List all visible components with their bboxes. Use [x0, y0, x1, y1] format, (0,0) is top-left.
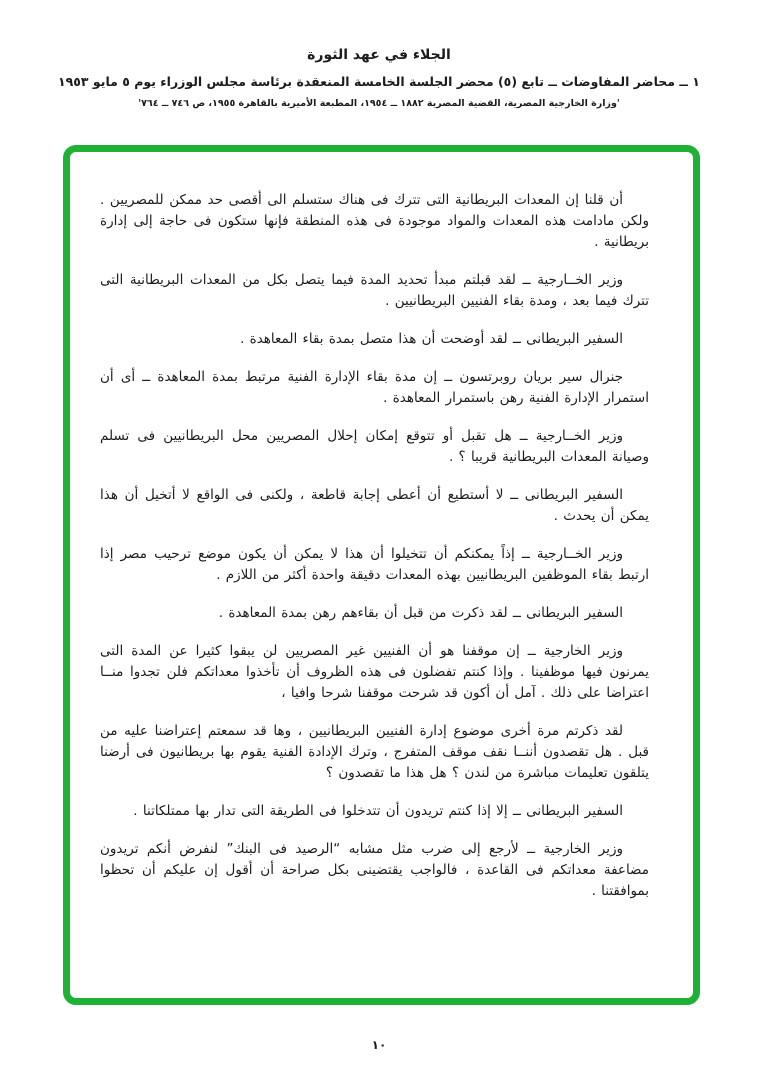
- paragraph-british-ambassador: السفير البريطانى ــ لا أستطيع أن أعطى إجابة قاطعة ، ولكنى فى الواقع لا أتخيل أن هذا يمكن أن يحدث .: [100, 487, 649, 524]
- paragraph-continuation: أن قلنا إن المعدات البريطانية التى تترك فى هناك ستسلم الى أقصى حد ممكن للمصريين . ولكن مادامت هذه المعدات والمواد موجودة فى هذه المنطقة فإنها ستكون فى حاجة إلى إدارة بريطانية .: [100, 192, 649, 250]
- paragraph-general-robertson: جنرال سير بريان روبرتسون ــ إن مدة بقاء الإدارة الفنية مرتبط بمدة المعاهدة ــ أى أن استمرار الإدارة الفنية رهن باستمرار المعاهدة .: [100, 369, 649, 406]
- session-subtitle: ١ ــ محاضر المفاوضات ــ تابع (٥) محضر الجلسة الخامسة المنعقدة برئاسة مجلس الوزراء يوم ٥ مايو ١٩٥٣: [58, 74, 700, 89]
- paragraph-british-ambassador: السفير البريطانى ــ إلا إذا كنتم تريدون أن تتدخلوا فى الطريقة التى تدار بها ممتلكاتنا .: [133, 803, 623, 819]
- page-number: ١٠: [371, 1038, 387, 1052]
- paragraph-british-ambassador: السفير البريطانى ــ لقد ذكرت من قبل أن بقاءهم رهن بمدة المعاهدة .: [218, 605, 623, 621]
- paragraph-foreign-minister: وزير الخارجية ــ إن موقفنا هو أن الفنيين غير المصريين لن يبقوا كثيرا عن المدة التى يمرنون فيها موظفينا . وإذا كنتم تفضلون فى هذه الظروف أن تأخذوا معداتكم فلن تجدوا منــا اعتراضا على ذلك . آمل أن أكون قد شرحت موقفنا شرحا وافيا ،: [100, 643, 649, 701]
- paragraph-foreign-minister: وزير الخــارجية ــ إذاً يمكنكم أن تتخيلوا أن هذا لا يمكن أن يكون موضع ترحيب مصر إذا ارتبط بقاء الموظفين البريطانيين بهذه المعدات دقيقة واحدة أكثر من اللازم .: [100, 546, 649, 583]
- source-citation: 'وزارة الخارجية المصرية، القضية المصرية ١٨٨٢ ــ ١٩٥٤، المطبعة الأميرية بالقاهرة ١٩٥٥، ص ٧٤٦ ــ ٧٦٤': [138, 98, 620, 109]
- paragraph-foreign-minister-continued: لقد ذكرتم مرة أخرى موضوع إدارة الفنيين البريطانيين ، وها قد سمعتم إعتراضنا عليه من قبل . هل تقصدون أننــا نقف موقف المتفرج ، وترك الإدادة الفنية يقوم بها بريطانيون فى أرضنا يتلقون تعليمات مباشرة من لندن ؟ هل هذا ما تقصدون ؟: [100, 723, 649, 781]
- paragraph-foreign-minister: وزير الخارجية ــ لأرجع إلى ضرب مثل مشابه “الرصيد فى البنك” لنفرض أنكم تريدون مضاعفة معداتكم فى القاعدة ، فالواجب يقتضينى بكل صراحة أن أقول إن عليكم أن تحظوا بموافقتنا .: [100, 841, 649, 899]
- page-title: الجلاء في عهد الثورة: [307, 47, 451, 63]
- page-header: [0, 0, 758, 109]
- paragraph-foreign-minister: وزير الخــارجية ــ لقد قبلتم مبدأ تحديد المدة فيما يتصل بكل من المعدات البريطانية التى تترك فيما بعد ، ومدة بقاء الفنيين البريطانيين .: [100, 272, 649, 309]
- paragraph-british-ambassador: السفير البريطانى ــ لقد أوضحت أن هذا متصل بمدة بقاء المعاهدة .: [240, 331, 623, 347]
- green-highlight-frame: [63, 145, 700, 1005]
- paragraph-foreign-minister: وزير الخــارجية ــ هل تقبل أو تتوقع إمكان إحلال المصريين محل البريطانيين فى تسلم وصيانة المعدات البريطانية قريبا ؟ .: [100, 428, 649, 465]
